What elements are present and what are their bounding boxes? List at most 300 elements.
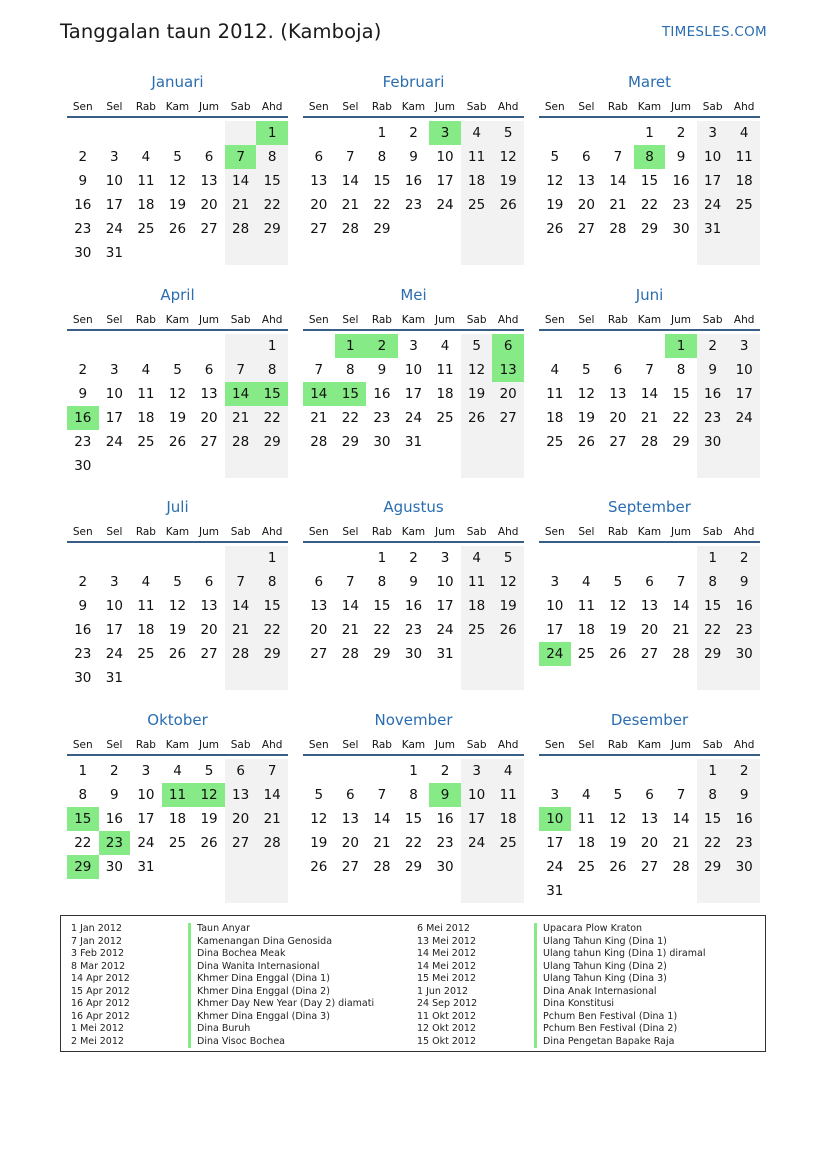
- day-cell: 3: [409, 338, 418, 354]
- day-cell: 19: [499, 173, 517, 189]
- day-cell: 16: [404, 598, 423, 614]
- day-cell: 10: [105, 386, 123, 402]
- weekday-label: Ahd: [261, 526, 283, 538]
- legend-date: 14 Mei 2012: [417, 960, 476, 972]
- day-cell: 28: [640, 434, 659, 450]
- weekday-label: Ahd: [733, 526, 755, 538]
- day-cell: 27: [341, 859, 359, 875]
- day-cell: 26: [577, 434, 595, 450]
- weekday-label: Sen: [72, 526, 93, 538]
- day-cell: 20: [499, 386, 517, 402]
- weekday-header: [67, 311, 288, 331]
- day-cell: 12: [609, 811, 627, 827]
- day-cell: 3: [141, 763, 151, 779]
- day-cell: 18: [168, 811, 187, 827]
- day-cell: 18: [137, 410, 155, 426]
- day-cell: 10: [105, 598, 123, 614]
- day-cell: 2: [78, 149, 88, 165]
- day-cell: 30: [735, 646, 753, 662]
- legend-holiday-name: Khmer Dina Enggal (Dina 1): [188, 973, 330, 986]
- day-cell: 13: [577, 173, 595, 189]
- legend-date: 16 Apr 2012: [71, 998, 130, 1009]
- day-cell: 16: [704, 386, 722, 402]
- day-cell: 10: [137, 787, 155, 803]
- month-juni: [539, 285, 760, 490]
- day-cell: 3: [472, 763, 481, 779]
- day-cell: 6: [645, 574, 654, 590]
- day-cell: 17: [137, 811, 155, 827]
- day-cell: 21: [672, 622, 690, 638]
- weekday-label: Sab: [230, 314, 251, 326]
- day-cell: 17: [546, 622, 564, 638]
- weekday-label: Sab: [466, 739, 487, 751]
- holiday-day-cell: 16: [67, 406, 99, 430]
- day-cell: 16: [373, 386, 391, 402]
- day-cell: 12: [499, 574, 517, 590]
- day-cell: 31: [546, 883, 564, 899]
- day-cell: 23: [672, 197, 690, 213]
- day-cell: 1: [645, 125, 654, 141]
- legend-holiday-name: Dina Bochea Meak: [188, 948, 285, 961]
- day-cell: 25: [499, 835, 517, 851]
- day-cell: 17: [546, 835, 564, 851]
- day-cell: 19: [577, 410, 595, 426]
- day-cell: 22: [640, 197, 659, 213]
- month-januari: [67, 72, 288, 277]
- day-cell: 17: [105, 410, 123, 426]
- day-cell: 15: [263, 598, 281, 614]
- day-cell: 31: [704, 221, 722, 237]
- legend-date: 1 Mei 2012: [71, 1023, 124, 1034]
- day-cell: 5: [582, 362, 591, 378]
- day-cell: 26: [609, 646, 627, 662]
- legend-date: 7 Jan 2012: [71, 935, 122, 947]
- weekday-label: Ahd: [733, 101, 755, 113]
- day-cell: 30: [735, 859, 753, 875]
- day-cell: 24: [105, 646, 123, 662]
- day-cell: 15: [404, 811, 423, 827]
- holiday-day-cell: 15: [335, 382, 367, 406]
- day-cell: 23: [436, 835, 454, 851]
- weekday-label: Sab: [466, 101, 487, 113]
- day-cell: 24: [436, 622, 454, 638]
- day-cell: 27: [310, 646, 328, 662]
- day-cell: 19: [168, 622, 187, 638]
- day-grid: [539, 759, 760, 903]
- weekday-label: Rab: [135, 526, 156, 538]
- month-april: [67, 285, 288, 490]
- day-cell: 6: [236, 763, 245, 779]
- weekday-label: Kam: [637, 101, 662, 113]
- day-cell: 24: [436, 197, 454, 213]
- day-cell: 16: [735, 811, 753, 827]
- day-cell: 22: [263, 622, 281, 638]
- day-cell: 23: [74, 434, 92, 450]
- day-cell: 12: [468, 362, 486, 378]
- day-cell: 2: [739, 550, 749, 566]
- day-cell: 17: [704, 173, 722, 189]
- month-name: Maret: [627, 73, 672, 91]
- weekday-header: [539, 523, 760, 543]
- day-cell: 14: [373, 811, 391, 827]
- weekday-label: Rab: [371, 739, 392, 751]
- day-cell: 1: [78, 763, 88, 779]
- day-cell: 6: [582, 149, 591, 165]
- holiday-day-cell: 2: [366, 334, 398, 358]
- month-name: Juli: [166, 498, 189, 516]
- day-cell: 18: [468, 598, 486, 614]
- day-cell: 11: [436, 362, 454, 378]
- day-cell: 29: [263, 221, 281, 237]
- legend-holiday-name: Ulang Tahun King (Dina 2): [534, 961, 667, 974]
- day-cell: 1: [267, 550, 277, 566]
- day-cell: 7: [676, 574, 686, 590]
- day-cell: 9: [78, 598, 88, 614]
- day-cell: 23: [74, 221, 92, 237]
- day-cell: 11: [735, 149, 753, 165]
- weekday-label: Sab: [466, 314, 487, 326]
- legend-date: 13 Mei 2012: [417, 935, 476, 947]
- day-cell: 8: [377, 574, 387, 590]
- legend-holiday-name: Dina Buruh: [188, 1023, 250, 1036]
- day-cell: 24: [735, 410, 753, 426]
- weekday-label: Kam: [401, 526, 426, 538]
- legend-date: 24 Sep 2012: [417, 998, 478, 1009]
- weekday-label: Sab: [702, 101, 723, 113]
- day-cell: 1: [708, 550, 717, 566]
- weekday-label: Sen: [544, 739, 565, 751]
- day-cell: 4: [503, 763, 513, 779]
- holiday-day-cell: 13: [492, 358, 524, 382]
- day-cell: 12: [609, 598, 627, 614]
- day-cell: 21: [609, 197, 627, 213]
- holiday-legend: [60, 915, 766, 1052]
- day-cell: 21: [263, 811, 281, 827]
- day-cell: 4: [582, 787, 591, 803]
- day-cell: 26: [609, 859, 627, 875]
- day-cell: 31: [105, 245, 123, 261]
- day-cell: 7: [676, 787, 686, 803]
- legend-holiday-name: Ulang Tahun King (Dina 1): [534, 936, 667, 949]
- day-cell: 3: [110, 149, 119, 165]
- legend-date: 15 Mei 2012: [417, 973, 476, 984]
- legend-holiday-name: Kamenangan Dina Genosida: [188, 936, 332, 949]
- weekday-label: Jum: [671, 314, 692, 326]
- day-cell: 19: [499, 598, 517, 614]
- day-cell: 19: [168, 410, 187, 426]
- day-cell: 24: [468, 835, 486, 851]
- day-cell: 15: [263, 173, 281, 189]
- legend-date: 3 Feb 2012: [71, 948, 125, 959]
- weekday-label: Sen: [308, 101, 329, 113]
- day-cell: 30: [704, 434, 722, 450]
- day-cell: 22: [341, 410, 359, 426]
- day-cell: 14: [232, 598, 250, 614]
- weekday-label: Rab: [135, 739, 156, 751]
- day-cell: 28: [672, 646, 690, 662]
- day-cell: 23: [373, 410, 391, 426]
- holiday-day-cell: 12: [193, 783, 225, 807]
- day-cell: 4: [141, 149, 151, 165]
- month-juli: [67, 497, 288, 702]
- day-cell: 20: [310, 622, 328, 638]
- day-cell: 6: [204, 574, 214, 590]
- day-cell: 18: [137, 197, 155, 213]
- day-cell: 31: [105, 670, 123, 686]
- day-cell: 14: [341, 598, 359, 614]
- day-grid: [67, 121, 288, 265]
- day-cell: 8: [267, 149, 277, 165]
- day-cell: 15: [704, 598, 722, 614]
- day-cell: 26: [200, 835, 218, 851]
- day-cell: 17: [105, 622, 123, 638]
- legend-date: 11 Okt 2012: [417, 1010, 477, 1022]
- day-cell: 19: [310, 835, 328, 851]
- month-name: April: [160, 286, 195, 304]
- legend-date: 1 Jun 2012: [417, 985, 469, 997]
- day-cell: 18: [735, 173, 753, 189]
- day-cell: 13: [310, 598, 328, 614]
- day-cell: 22: [263, 410, 281, 426]
- legend-date: 6 Mei 2012: [417, 923, 470, 934]
- day-grid: [303, 546, 524, 690]
- day-cell: 12: [546, 173, 564, 189]
- weekday-label: Rab: [135, 314, 156, 326]
- day-cell: 13: [200, 598, 218, 614]
- day-cell: 10: [404, 362, 423, 378]
- day-cell: 15: [373, 598, 391, 614]
- weekday-label: Sen: [544, 526, 565, 538]
- weekday-label: Jum: [199, 101, 220, 113]
- day-cell: 14: [672, 598, 690, 614]
- day-cell: 24: [404, 410, 423, 426]
- day-cell: 4: [472, 550, 481, 566]
- day-cell: 3: [440, 550, 450, 566]
- day-cell: 26: [310, 859, 328, 875]
- brand-link[interactable]: TIMESLES.COM: [661, 24, 767, 40]
- day-cell: 10: [735, 362, 753, 378]
- holiday-day-cell: 10: [539, 807, 571, 831]
- day-cell: 28: [232, 434, 250, 450]
- weekday-label: Sab: [466, 526, 487, 538]
- weekday-label: Kam: [165, 314, 190, 326]
- day-cell: 16: [436, 811, 454, 827]
- day-cell: 22: [704, 622, 722, 638]
- day-cell: 4: [141, 574, 151, 590]
- month-agustus: [303, 497, 524, 702]
- legend-date: 1 Jan 2012: [71, 923, 122, 934]
- month-februari: [303, 72, 524, 277]
- day-cell: 29: [640, 221, 659, 237]
- day-cell: 31: [137, 859, 155, 875]
- day-cell: 21: [341, 197, 359, 213]
- month-name: Desember: [610, 711, 689, 729]
- day-cell: 22: [263, 197, 281, 213]
- day-cell: 6: [204, 362, 214, 378]
- weekday-label: Sel: [342, 314, 359, 326]
- weekday-label: Rab: [607, 526, 628, 538]
- day-cell: 26: [168, 434, 187, 450]
- weekday-label: Rab: [607, 739, 628, 751]
- day-cell: 27: [640, 646, 659, 662]
- day-cell: 16: [74, 622, 92, 638]
- day-cell: 10: [105, 173, 123, 189]
- day-cell: 23: [735, 835, 753, 851]
- day-cell: 16: [672, 173, 690, 189]
- day-cell: 4: [550, 362, 560, 378]
- weekday-label: Kam: [637, 739, 662, 751]
- day-cell: 20: [200, 197, 218, 213]
- day-cell: 5: [550, 149, 560, 165]
- weekday-label: Jum: [199, 314, 220, 326]
- day-cell: 28: [672, 859, 690, 875]
- day-cell: 12: [310, 811, 328, 827]
- day-cell: 28: [310, 434, 328, 450]
- day-cell: 26: [468, 410, 486, 426]
- day-cell: 13: [640, 811, 659, 827]
- day-cell: 5: [613, 787, 623, 803]
- weekday-label: Kam: [165, 739, 190, 751]
- day-cell: 21: [232, 410, 250, 426]
- legend-date: 14 Apr 2012: [71, 973, 130, 984]
- day-cell: 26: [168, 221, 187, 237]
- weekday-label: Kam: [637, 526, 662, 538]
- day-cell: 10: [704, 149, 722, 165]
- weekday-label: Sen: [544, 314, 565, 326]
- day-cell: 20: [609, 410, 627, 426]
- day-cell: 27: [310, 221, 328, 237]
- day-cell: 5: [204, 763, 214, 779]
- day-cell: 18: [577, 622, 595, 638]
- day-cell: 9: [110, 787, 119, 803]
- day-cell: 5: [173, 574, 182, 590]
- weekday-label: Ahd: [733, 314, 755, 326]
- day-cell: 19: [200, 811, 218, 827]
- day-cell: 28: [609, 221, 627, 237]
- day-cell: 5: [503, 125, 513, 141]
- day-cell: 3: [110, 362, 119, 378]
- weekday-header: [303, 736, 524, 756]
- day-cell: 16: [735, 598, 753, 614]
- day-grid: [67, 546, 288, 690]
- weekday-label: Jum: [435, 739, 456, 751]
- day-cell: 13: [200, 386, 218, 402]
- day-cell: 13: [341, 811, 359, 827]
- weekday-label: Rab: [607, 314, 628, 326]
- day-cell: 7: [346, 149, 355, 165]
- weekday-label: Jum: [199, 739, 220, 751]
- day-cell: 29: [404, 859, 423, 875]
- day-cell: 3: [550, 787, 560, 803]
- day-cell: 9: [708, 362, 717, 378]
- day-cell: 11: [499, 787, 517, 803]
- day-cell: 20: [200, 410, 218, 426]
- day-cell: 24: [546, 859, 564, 875]
- day-cell: 23: [735, 622, 753, 638]
- day-cell: 27: [232, 835, 250, 851]
- day-cell: 3: [708, 125, 717, 141]
- day-cell: 8: [267, 362, 277, 378]
- day-cell: 9: [739, 787, 749, 803]
- holiday-day-cell: 3: [429, 121, 461, 145]
- holiday-day-cell: 15: [256, 382, 288, 406]
- day-cell: 25: [546, 434, 564, 450]
- holiday-day-cell: 11: [162, 783, 194, 807]
- day-cell: 13: [200, 173, 218, 189]
- day-cell: 29: [341, 434, 359, 450]
- day-cell: 29: [672, 434, 690, 450]
- day-cell: 9: [377, 362, 387, 378]
- holiday-day-cell: 14: [225, 382, 257, 406]
- weekday-header: [303, 523, 524, 543]
- weekday-header: [539, 98, 760, 118]
- weekday-label: Kam: [165, 526, 190, 538]
- day-cell: 2: [78, 362, 88, 378]
- weekday-label: Ahd: [261, 739, 283, 751]
- day-cell: 18: [577, 835, 595, 851]
- day-cell: 25: [468, 197, 486, 213]
- day-grid: [67, 759, 288, 903]
- day-cell: 13: [640, 598, 659, 614]
- day-cell: 30: [74, 458, 92, 474]
- day-cell: 28: [341, 646, 359, 662]
- weekday-header: [67, 98, 288, 118]
- legend-holiday-name: Pchum Ben Festival (Dina 1): [534, 1011, 677, 1024]
- day-cell: 30: [105, 859, 123, 875]
- day-cell: 4: [173, 763, 182, 779]
- day-grid: [303, 121, 524, 265]
- day-cell: 19: [546, 197, 564, 213]
- day-cell: 23: [74, 646, 92, 662]
- month-name: November: [374, 711, 453, 729]
- weekday-label: Sen: [308, 526, 329, 538]
- day-cell: 17: [105, 197, 123, 213]
- legend-holiday-name: Ulang Tahun King (Dina 3): [534, 973, 667, 986]
- day-cell: 21: [373, 835, 391, 851]
- day-cell: 23: [704, 410, 722, 426]
- day-cell: 15: [373, 173, 391, 189]
- weekday-label: Sab: [230, 101, 251, 113]
- day-cell: 4: [472, 125, 481, 141]
- weekday-label: Rab: [607, 101, 628, 113]
- day-cell: 2: [708, 338, 717, 354]
- day-cell: 9: [78, 173, 88, 189]
- day-cell: 4: [440, 338, 450, 354]
- day-cell: 2: [110, 763, 119, 779]
- day-cell: 8: [676, 362, 686, 378]
- day-cell: 9: [409, 149, 418, 165]
- day-cell: 25: [168, 835, 187, 851]
- weekday-label: Sel: [342, 526, 359, 538]
- legend-holiday-name: Taun Anyar: [188, 923, 250, 936]
- month-name: September: [608, 498, 691, 516]
- day-cell: 29: [263, 434, 281, 450]
- legend-date: 2 Mei 2012: [71, 1035, 124, 1047]
- day-cell: 25: [735, 197, 753, 213]
- day-cell: 2: [78, 574, 88, 590]
- month-name: Januari: [151, 73, 204, 91]
- day-cell: 20: [310, 197, 328, 213]
- holiday-day-cell: 8: [634, 145, 666, 169]
- day-cell: 14: [263, 787, 281, 803]
- day-cell: 15: [704, 811, 722, 827]
- day-cell: 26: [499, 622, 517, 638]
- legend-holiday-name: Dina Wanita Internasional: [188, 961, 320, 974]
- weekday-header: [539, 736, 760, 756]
- month-desember: [539, 710, 760, 915]
- day-cell: 21: [341, 622, 359, 638]
- month-name: Agustus: [383, 498, 444, 516]
